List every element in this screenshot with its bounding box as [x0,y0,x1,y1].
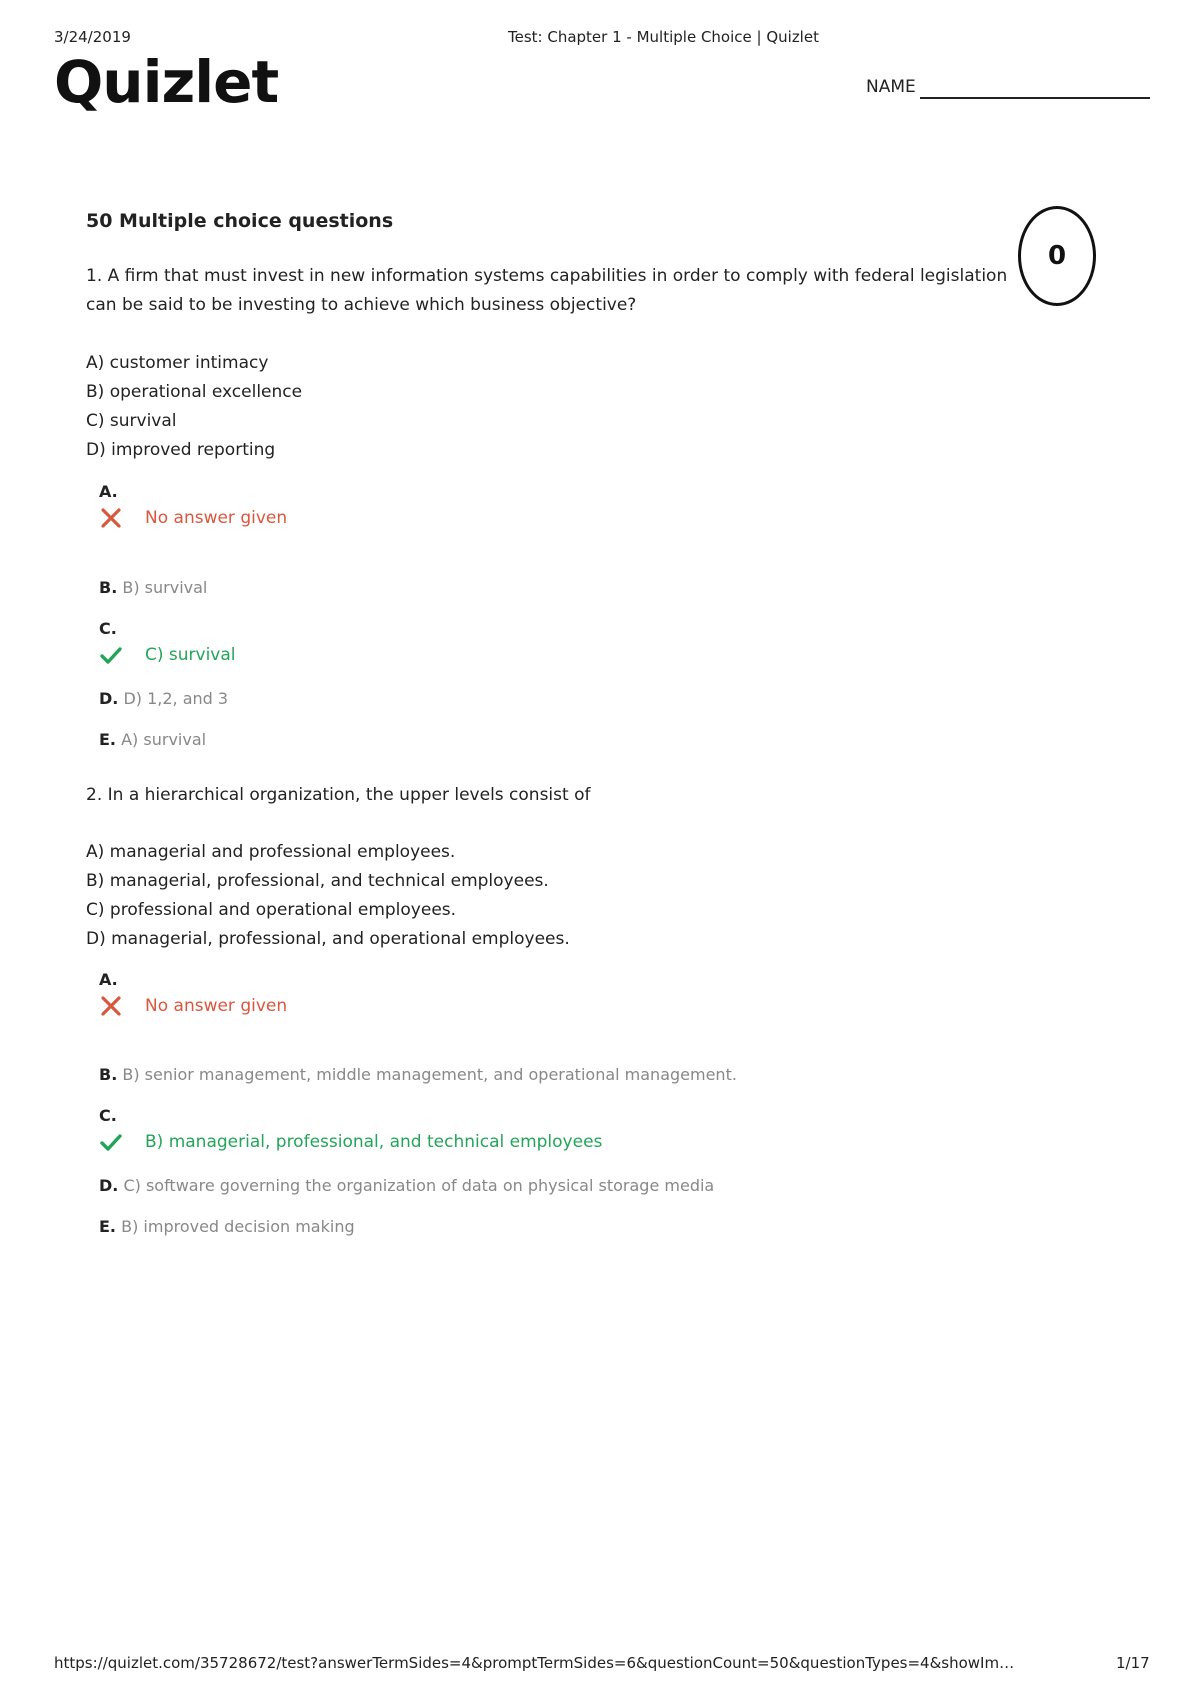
choice-letter: C. [99,1106,117,1125]
correct-answer-text: B) managerial, professional, and technical employees [145,1132,603,1152]
choice-letter: D. [99,689,119,708]
question-1-choice-c[interactable] [99,619,117,638]
score-value: 0 [1047,241,1067,271]
question-2-correct-answer [99,1130,602,1154]
question-2-choice-d[interactable] [99,1176,714,1195]
question-2-option: A) managerial and professional employees. [86,842,456,862]
question-1-option: A) customer intimacy [86,353,269,373]
choice-text: B) survival [122,578,208,597]
question-1-correct-answer [99,643,236,667]
name-underline [920,97,1150,99]
x-icon [99,994,123,1018]
question-2-choice-c[interactable] [99,1106,117,1125]
question-1-option: B) operational excellence [86,382,303,402]
question-1-wrong-answer [99,506,287,530]
choice-letter: A. [99,970,118,989]
question-1-option: D) improved reporting [86,440,276,460]
test-heading: 50 Multiple choice questions [86,210,394,232]
question-2-prompt: 2. In a hierarchical organization, the upper levels consist of [86,785,591,805]
check-icon [99,643,123,667]
quizlet-logo: Quizlet [54,48,279,116]
wrong-answer-text: No answer given [145,508,288,528]
question-1-choice-e[interactable] [99,730,206,749]
name-label: NAME [866,77,916,97]
check-icon [99,1130,123,1154]
question-1-choice-a[interactable] [99,482,118,501]
print-date: 3/24/2019 [54,28,131,46]
choice-text: D) 1,2, and 3 [123,689,229,708]
choice-letter: C. [99,619,117,638]
choice-letter: D. [99,1176,119,1195]
choice-text: B) senior management, middle management, and operational management. [122,1065,737,1084]
question-1-option: C) survival [86,411,177,431]
question-2-option: C) professional and operational employees. [86,900,457,920]
question-1-prompt: 1. A firm that must invest in new information systems capabilities in order to comply with federal legislation can be said to be investing to achieve which business objective? [86,266,1008,315]
choice-letter: B. [99,1065,118,1084]
footer-url-text: https://quizlet.com/35728672/test?answerTermSides=4&promptTermSides=6&questionCount=50&questionTypes=4&showIm… [54,1654,1015,1672]
choice-text: B) improved decision making [121,1217,355,1236]
print-title: Test: Chapter 1 - Multiple Choice | Quizlet [508,28,819,46]
choice-text: C) software governing the organization of data on physical storage media [123,1176,715,1195]
footer-url[interactable] [54,1654,1094,1676]
question-1-choice-d[interactable] [99,689,228,708]
question-1-choice-b[interactable] [99,578,207,597]
choice-text: A) survival [121,730,207,749]
question-2-choice-a[interactable] [99,970,118,989]
question-2-option: B) managerial, professional, and technical employees. [86,871,549,891]
x-icon [99,506,123,530]
question-2-choice-b[interactable] [99,1065,737,1084]
choice-letter: A. [99,482,118,501]
wrong-answer-text: No answer given [145,996,288,1016]
choice-letter: B. [99,578,118,597]
question-2-wrong-answer [99,994,287,1018]
choice-letter: E. [99,730,117,749]
choice-letter: E. [99,1217,117,1236]
score-circle [1018,206,1096,306]
question-2-option: D) managerial, professional, and operational employees. [86,929,570,949]
correct-answer-text: C) survival [145,645,236,665]
question-2-choice-e[interactable] [99,1217,355,1236]
page-number: 1/17 [1116,1654,1150,1672]
